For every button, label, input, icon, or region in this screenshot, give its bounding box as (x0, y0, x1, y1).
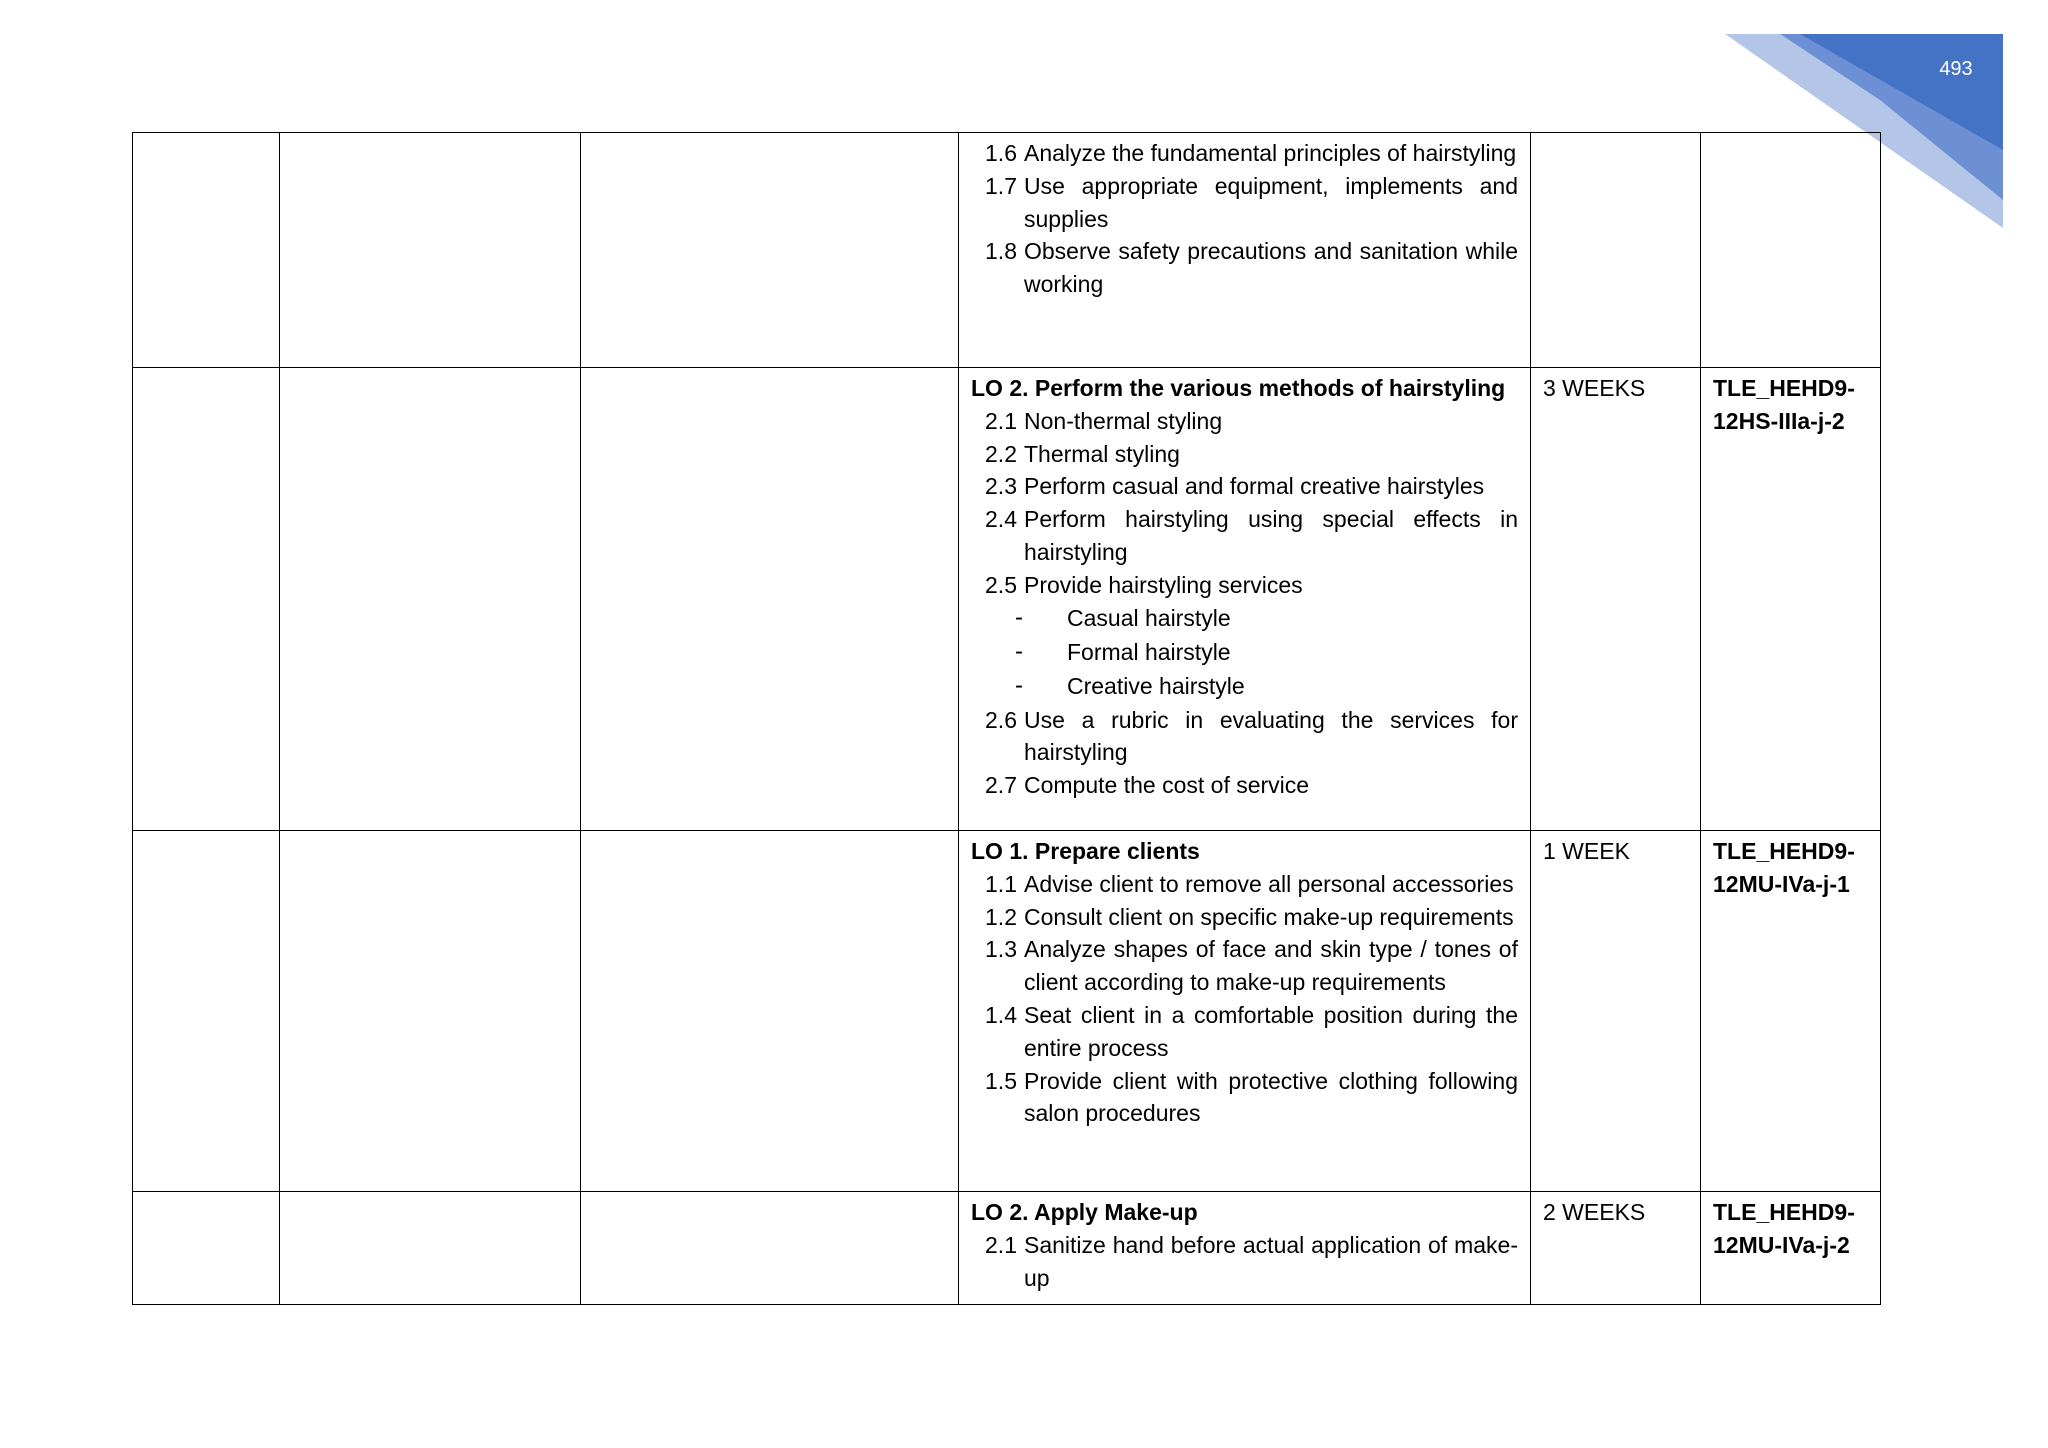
empty-cell-1 (133, 133, 280, 368)
competency-item (971, 137, 1518, 170)
learning-competency-cell (959, 831, 1531, 1192)
item-number: 2.3 (985, 473, 1017, 500)
item-text: Use appropriate equipment, implements and supplies (1024, 172, 1518, 232)
item-text: Use a rubric in evaluating the services for hairstyling (1024, 706, 1518, 766)
duration-text (1531, 133, 1700, 147)
duration-cell (1531, 368, 1701, 831)
table-row (133, 831, 1881, 1192)
competency-item (971, 170, 1518, 236)
code-cell (1701, 368, 1881, 831)
duration-text: 3 WEEKS (1543, 375, 1646, 401)
code-text: TLE_HEHD9-12MU-IVa-j-1 (1713, 838, 1855, 897)
learning-competency-cell (959, 368, 1531, 831)
code-text: TLE_HEHD9-12MU-IVa-j-2 (1713, 1199, 1855, 1258)
competency-item (971, 1065, 1518, 1131)
competency-item (971, 1229, 1518, 1295)
item-number: 2.4 (985, 506, 1017, 533)
competency-item (971, 438, 1518, 471)
item-text: Compute the cost of service (1024, 772, 1310, 799)
item-number: 1.2 (985, 903, 1017, 930)
item-number: 1.7 (985, 172, 1017, 199)
empty-cell-1 (133, 831, 280, 1192)
duration-text: 1 WEEK (1543, 838, 1630, 864)
learning-competency-content (959, 133, 1530, 311)
empty-cell-3 (581, 831, 959, 1192)
code-text (1701, 133, 1880, 147)
competency-item (971, 901, 1518, 934)
learning-competency-content (959, 368, 1530, 812)
item-text: Observe safety precautions and sanitation while working (1024, 238, 1518, 298)
lo-heading: LO 1. Prepare clients (971, 838, 1200, 864)
item-number: 2.6 (985, 706, 1017, 733)
lo-heading: LO 2. Apply Make-up (971, 1199, 1198, 1225)
competency-subitem (971, 602, 1518, 636)
duration-text: 2 WEEKS (1543, 1199, 1646, 1225)
curriculum-table (132, 132, 1881, 1305)
duration-cell (1531, 1192, 1701, 1305)
code-cell (1701, 1192, 1881, 1305)
item-text: Thermal styling (1024, 440, 1180, 467)
learning-competency-content (959, 831, 1530, 1140)
item-text: Non-thermal styling (1024, 407, 1223, 434)
dash-bullet: - (1015, 672, 1023, 700)
item-number: 1.1 (985, 870, 1017, 897)
subitem-text: Creative hairstyle (1067, 673, 1245, 700)
item-number: 1.4 (985, 1001, 1017, 1028)
empty-cell-3 (581, 368, 959, 831)
table-row (133, 133, 1881, 368)
competency-item (971, 405, 1518, 438)
empty-cell-3 (581, 1192, 959, 1305)
dash-bullet: - (1015, 638, 1023, 666)
competency-item (971, 769, 1518, 802)
item-number: 1.3 (985, 936, 1017, 963)
code-text: TLE_HEHD9-12HS-IIIa-j-2 (1713, 375, 1855, 434)
lo-heading: LO 2. Perform the various methods of hairstyling (971, 375, 1506, 401)
competency-item (971, 470, 1518, 503)
page-number: 493 (1939, 58, 1973, 80)
competency-item (971, 569, 1518, 602)
item-text: Provide client with protective clothing following salon procedures (1024, 1067, 1518, 1127)
empty-cell-1 (133, 368, 280, 831)
item-text: Perform hairstyling using special effects in hairstyling (1024, 506, 1518, 565)
item-text: Advise client to remove all personal accessories (1024, 870, 1514, 897)
empty-cell-2 (280, 133, 581, 368)
learning-competency-cell (959, 133, 1531, 368)
item-number: 2.1 (985, 1231, 1017, 1258)
item-text: Sanitize hand before actual application of make-up (1024, 1231, 1518, 1291)
subitem-text: Casual hairstyle (1067, 605, 1231, 632)
code-cell (1701, 831, 1881, 1192)
item-text: Perform casual and formal creative hairstyles (1024, 473, 1485, 500)
item-number: 2.2 (985, 440, 1017, 467)
table-row (133, 1192, 1881, 1305)
item-number: 1.5 (985, 1067, 1017, 1094)
competency-item (971, 704, 1518, 770)
competency-item (971, 868, 1518, 901)
code-cell (1701, 133, 1881, 368)
competency-item (971, 933, 1518, 999)
learning-competency-cell (959, 1192, 1531, 1305)
competency-item (971, 235, 1518, 301)
empty-cell-3 (581, 133, 959, 368)
empty-cell-2 (280, 831, 581, 1192)
duration-cell (1531, 831, 1701, 1192)
competency-item (971, 503, 1518, 569)
empty-cell-2 (280, 368, 581, 831)
item-number: 1.6 (985, 140, 1017, 166)
item-text: Analyze shapes of face and skin type / tones of client according to make-up requirements (1024, 936, 1518, 996)
dash-bullet: - (1015, 604, 1023, 632)
table-row (133, 368, 1881, 831)
item-number: 2.5 (985, 571, 1017, 598)
item-text: Consult client on specific make-up requirements (1024, 903, 1514, 930)
competency-item (971, 999, 1518, 1065)
item-text: Seat client in a comfortable position during the entire process (1024, 1001, 1518, 1061)
empty-cell-1 (133, 1192, 280, 1305)
competency-subitem (971, 670, 1518, 704)
item-number: 1.8 (985, 238, 1017, 265)
item-text: Provide hairstyling services (1024, 571, 1303, 598)
subitem-text: Formal hairstyle (1067, 639, 1231, 666)
item-number: 2.1 (985, 407, 1017, 434)
learning-competency-content (959, 1192, 1530, 1304)
empty-cell-2 (280, 1192, 581, 1305)
item-text: Analyze the fundamental principles of hairstyling (1024, 140, 1517, 166)
duration-cell (1531, 133, 1701, 368)
item-number: 2.7 (985, 772, 1017, 799)
competency-subitem (971, 636, 1518, 670)
